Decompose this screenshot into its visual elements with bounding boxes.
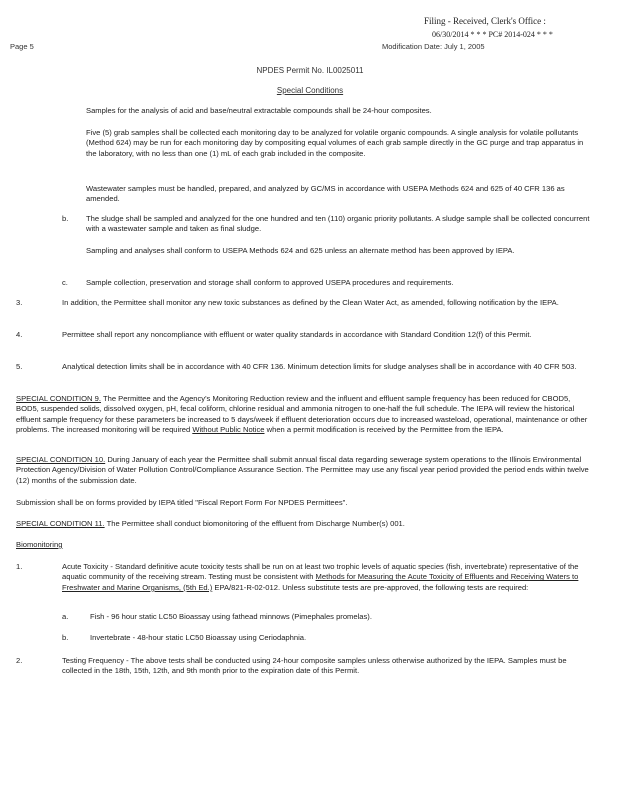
acute-toxicity-method-title: Methods for Measuring the Acute Toxicity of Effluents and Receiving Waters to Freshwater and Marine Organisms, (5th Ed.) <box>62 572 579 592</box>
biomonitoring-item-b-label: b. <box>62 633 69 642</box>
item-b-text: The sludge shall be sampled and analyzed for the one hundred and ten (110) organic priority pollutants. A sludge sample shall be collected concurrent with a wastewater sample and taken as final sludge. <box>86 214 590 234</box>
special-condition-9 <box>16 394 591 436</box>
item-4-text: Permittee shall report any noncompliance with effluent or water quality standards in accordance with Standard Condition 12(f) of this Permit. <box>62 330 532 339</box>
item-c-text: Sample collection, preservation and storage shall conform to approved USEPA procedures and requirements. <box>86 278 454 287</box>
biomonitoring-item-1-label: 1. <box>16 562 23 571</box>
submission-paragraph: Submission shall be on forms provided by IEPA titled "Fiscal Report Form For NPDES Permittees". <box>16 498 348 507</box>
biomonitoring-item-a-text: Fish - 96 hour static LC50 Bioassay using fathead minnows (Pimephales promelas). <box>90 612 372 621</box>
page-label: Page 5 <box>10 42 34 51</box>
biomonitoring-item-1-text <box>62 562 591 593</box>
item-c-label: c. <box>62 278 68 287</box>
special-condition-9-underlined: Without Public Notice <box>192 425 265 435</box>
special-condition-9-text: The Permittee and the Agency's Monitoring Reduction review and the influent and effluent sample frequency has been reduced for CBOD5, BOD5, suspended solids, dissolved oxygen, pH, fecal coliform, chlorine residual and ammonia nitrogen to one-half the full schedule. The IEPA will review the historical effluent sample frequency for these parameters be increased to 5 days/week if effluent deterioration occurs due to increased wasteload, operational, maintenance or other problems. The increased monitoring will be required <box>16 394 588 435</box>
filing-stamp-line2: 06/30/2014 * * * PC# 2014-024 * * * <box>432 30 553 39</box>
item-3-text: In addition, the Permittee shall monitor any new toxic substances as defined by the Clean Water Act, as amended, following notification by the IEPA. <box>62 298 559 307</box>
special-condition-9-tail: when a permit modification is received by the Permittee from the IEPA. <box>266 425 504 435</box>
item-5-text: Analytical detection limits shall be in accordance with 40 CFR 136. Minimum detection limits for sludge analyses shall be in accordance with 40 CFR 503. <box>62 362 577 371</box>
section-title: Special Conditions <box>276 86 344 95</box>
biomonitoring-item-b-text: Invertebrate - 48-hour static LC50 Bioassay using Ceriodaphnia. <box>90 633 307 642</box>
wastewater-paragraph: Wastewater samples must be handled, prepared, and analyzed by GC/MS in accordance with USEPA Methods 624 and 625 of 40 CFR 136 as amended. <box>86 184 565 204</box>
biomonitoring-item-a-label: a. <box>62 612 69 621</box>
grab-sample-paragraph: Five (5) grab samples shall be collected each monitoring day to be analyzed for volatile organic compounds. A single analysis for volatile pollutants (Method 624) may be run for each monitoring day by compositing equal volumes of each grab sample directly in the GC purge and trap apparatus in the laboratory, with no less than one (1) mL of each grab included in the composite. <box>86 128 584 158</box>
modification-date: Modification Date: July 1, 2005 <box>382 42 485 51</box>
acute-toxicity-text-tail: EPA/821-R-02-012. Unless substitute tests are pre-approved, the following tests are required: <box>214 582 529 592</box>
special-condition-11 <box>16 519 591 529</box>
filing-stamp-line1: Filing - Received, Clerk's Office : <box>424 16 546 26</box>
item-3-label: 3. <box>16 298 23 307</box>
biomonitoring-item-2-text: Testing Frequency - The above tests shall be conducted using 24-hour composite samples unless otherwise authorized by the IEPA. Samples must be collected in the 18th, 15th, 12th, and 9th month prior to the expiration date of this Permit. <box>62 656 567 676</box>
special-condition-10-heading: SPECIAL CONDITION 10. <box>16 455 106 464</box>
permit-title: NPDES Permit No. IL0025011 <box>256 66 364 75</box>
item-b-label: b. <box>62 214 69 223</box>
biomonitoring-heading: Biomonitoring <box>16 540 63 549</box>
special-condition-11-heading: SPECIAL CONDITION 11. <box>16 519 105 528</box>
biomonitoring-item-2-label: 2. <box>16 656 23 665</box>
acute-toxicity-text: Acute Toxicity - Standard definitive acute toxicity tests shall be run on at least two trophic levels of aquatic species (fish, invertebrate) representative of the aquatic community of the receiving stream. Testing must be consistent with <box>62 562 579 582</box>
special-condition-10-text: During January of each year the Permittee shall submit annual fiscal data regarding sewerage system operations to the Illinois Environmental Protection Agency/Division of Water Pollution Control/Compliance Assurance Section. The Permittee may use any fiscal year period provided the period ends within twelve (12) months of the submission date. <box>16 455 589 485</box>
intro-paragraph: Samples for the analysis of acid and base/neutral extractable compounds shall be 24-hour composites. <box>86 106 432 115</box>
special-condition-10 <box>16 455 591 486</box>
item-4-label: 4. <box>16 330 23 339</box>
item-b-text-2: Sampling and analyses shall conform to USEPA Methods 624 and 625 unless an alternate method has been approved by IEPA. <box>86 246 515 255</box>
item-5-label: 5. <box>16 362 23 371</box>
special-condition-11-text: The Permittee shall conduct biomonitoring of the effluent from Discharge Number(s) 001. <box>106 519 405 528</box>
special-condition-9-heading: SPECIAL CONDITION 9. <box>16 394 101 403</box>
